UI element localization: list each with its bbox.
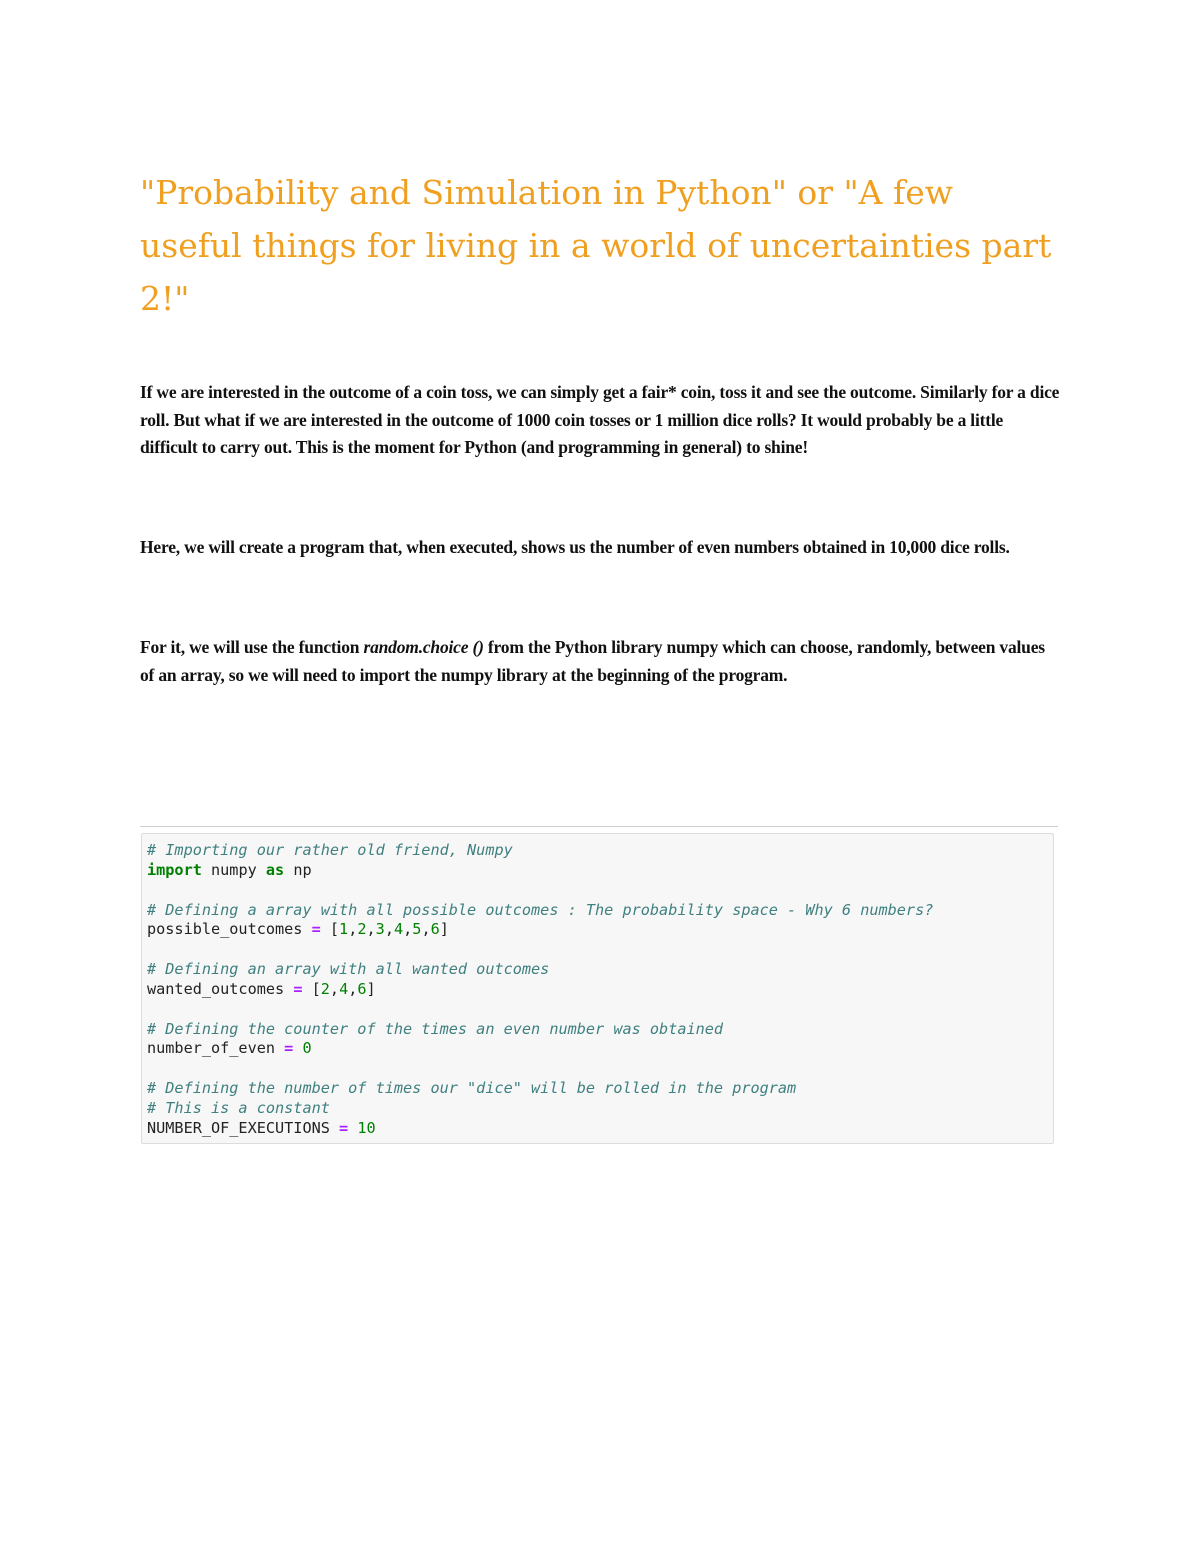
numpy-paragraph-start: For it, we will use the function	[140, 637, 364, 657]
code-number: 4	[393, 920, 404, 939]
document-title: "Probability and Simulation in Python" or "A few useful things for living in a world of uncertainties part 2!"	[140, 173, 1052, 318]
code-operator: =	[311, 920, 321, 939]
code-comment: # This is a constant	[147, 1098, 330, 1117]
code-number: 10	[357, 1118, 376, 1137]
code-number: 6	[357, 979, 367, 998]
code-blank-line	[147, 1000, 933, 1020]
code-line-comment-import	[147, 841, 933, 861]
code-line-number-of-even	[147, 1039, 933, 1059]
code-line-comment-outcomes	[147, 901, 933, 921]
code-number: 2	[357, 920, 367, 939]
code-variable: NUMBER_OF_EXECUTIONS	[147, 1118, 340, 1137]
code-number: 5	[412, 920, 422, 939]
code-blank-line	[147, 940, 933, 960]
code-comment: # Importing our rather old friend, Numpy	[147, 841, 513, 859]
code-keyword-as: as	[265, 860, 285, 879]
code-number: 4	[339, 979, 349, 998]
code-line-import	[147, 861, 933, 881]
code-variable: number_of_even	[147, 1039, 285, 1058]
code-line-comment-counter	[147, 1020, 933, 1040]
code-comment: # Defining the number of times our "dice" will be rolled in the program	[147, 1079, 797, 1098]
code-number: 0	[302, 1039, 312, 1058]
code-number: 3	[375, 920, 385, 939]
code-comment: # Defining a array with all possible outcomes : The probability space - Why 6 numbers?	[147, 900, 934, 919]
numpy-paragraph	[140, 634, 1060, 689]
code-operator: =	[284, 1039, 294, 1058]
code-keyword-import: import	[147, 860, 202, 879]
code-block	[147, 841, 933, 1139]
code-comment: # Defining the counter of the times an even number was obtained	[147, 1019, 724, 1038]
code-line-comment-wanted	[147, 960, 933, 980]
numpy-paragraph-end: from the Python library numpy which can choose, randomly, between values of an array, so we will need to import the numpy library at the beginning of the program.	[140, 637, 1045, 685]
code-number: 1	[339, 920, 349, 939]
code-line-comment-constant	[147, 1099, 933, 1119]
code-line-comment-rolls	[147, 1079, 933, 1099]
code-variable: wanted_outcomes	[147, 979, 294, 998]
function-name: random.choice ()	[363, 637, 484, 657]
code-operator: =	[293, 979, 303, 998]
code-number: 6	[430, 920, 440, 939]
code-variable: possible_outcomes	[147, 920, 312, 939]
cell-divider	[140, 826, 1058, 827]
code-line-possible-outcomes: possible_outcomes = [1,2,3,4,5,6]	[147, 920, 449, 939]
code-number: 2	[320, 979, 330, 998]
code-operator: =	[339, 1118, 349, 1137]
code-blank-line	[147, 881, 933, 901]
code-blank-line	[147, 1059, 933, 1079]
code-line-executions	[147, 1119, 933, 1139]
code-line-wanted-outcomes: wanted_outcomes = [2,4,6]	[147, 979, 376, 998]
code-comment: # Defining an array with all wanted outcomes	[147, 960, 550, 979]
code-cell[interactable]	[141, 833, 1054, 1144]
intro-paragraph: If we are interested in the outcome of a coin toss, we can simply get a fair* coin, toss it and see the outcome. Similarly for a dice roll. But what if we are interested in the outcome of 1000 coin tosses or 1 million dice rolls? It would probably be a little difficult to carry out. This is the moment for Python (and programming in general) to shine!	[140, 382, 1060, 457]
program-description-paragraph: Here, we will create a program that, when executed, shows us the number of even numbers obtained in 10,000 dice rolls.	[140, 537, 1010, 557]
code-alias: np	[284, 860, 312, 879]
code-module-name: numpy	[201, 860, 266, 879]
